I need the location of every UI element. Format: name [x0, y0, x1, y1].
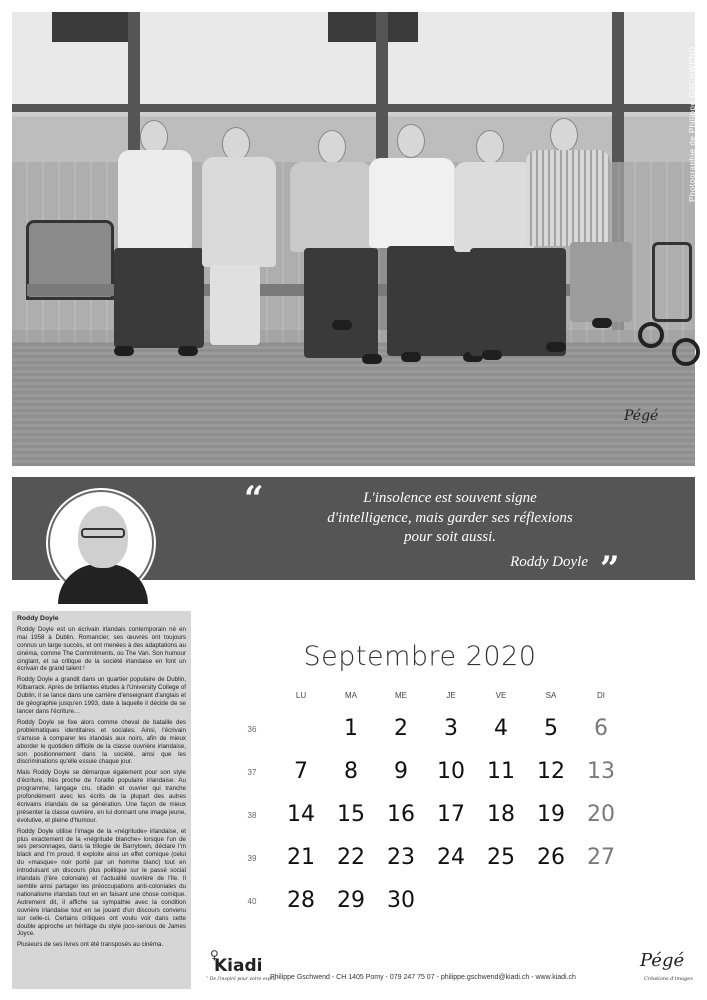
weekday-header: ME	[395, 691, 407, 700]
bio-paragraph: Mais Roddy Doyle se démarque également pour son style d'écriture, très proche de l'oralité populaire irlandaise. Au programme, langage cru, citadin et ouvrier qui tranche profondément avec les écrits de la plupart des autres écrivains irlandais de sa génération. Une façon de mieux présenter la classe ouvrière, en lui donnant une image jeune, évolutive, et pleine d'humour.	[17, 769, 186, 824]
calendar-day: 24	[437, 845, 465, 870]
calendar-day: 5	[544, 716, 558, 741]
close-quote-icon: ”	[600, 549, 620, 589]
pege-logo-signature: Pégé	[640, 950, 685, 971]
kiadi-logo-text: Kiadi	[214, 956, 263, 976]
weekday-header: VE	[495, 691, 507, 700]
calendar-day: 17	[437, 802, 465, 827]
calendar-day: 18	[487, 802, 515, 827]
window-frame	[12, 104, 695, 112]
calendar-day: 11	[487, 759, 515, 784]
calendar-day: 14	[287, 802, 315, 827]
calendar-day: 12	[537, 759, 565, 784]
calendar-day: 13	[587, 759, 615, 784]
calendar-day: 29	[337, 888, 365, 913]
calendar-day: 6	[594, 716, 608, 741]
calendar-day: 21	[287, 845, 315, 870]
week-number: 38	[247, 811, 257, 820]
weekday-header: MA	[345, 691, 357, 700]
calendar-day: 10	[437, 759, 465, 784]
bio-paragraph: Roddy Doyle se fixe alors comme cheval de bataille des problématiques identitaires et sociales. Ainsi, l'écrivain s'amuse à comparer les irlandais aux noirs, afin de mieux aborder le quotidien difficile de la classe ouvrière irlandaise, son positionnement dans la société, ainsi que les discriminations qu'elle essuie chaque jour.	[17, 718, 186, 766]
bio-paragraph: Roddy Doyle utilise l'image de la «négritude» irlandaise, et plus exactement de la «négritude blanche» lorsque l'un de ses personnages, dans la trilogie de Barrytown, déclare I'm black and I'm proud. Il exploite ainsi un effet comique (celui du «masque» noir porté par un homme blanc) tout en introduisant un discours plus politique sur le passé social irlandais (l'ère coloniale) et l'actualité ouvrière de l'Ile. Il semble ainsi partager les préoccupations anti-coloniales du nationalisme irlandais tout en en faisant une chose comique. Autrement dit, il affiche sa sympathie avec la condition ouvrière irlandaise tout en se jouant d'un discours convenu sur celle-ci. Certains critiques ont voulu voir dans cette double approche un héritage du style joco-serious de James Joyce.	[17, 827, 186, 938]
calendar-day: 25	[487, 845, 515, 870]
calendar-day: 15	[337, 802, 365, 827]
week-number: 36	[247, 725, 257, 734]
calendar-day: 20	[587, 802, 615, 827]
bio-paragraph: Plusieurs de ses livres ont été transposés au cinéma.	[17, 941, 164, 949]
galway-races-sign-right	[328, 12, 418, 42]
calendar-day: 22	[337, 845, 365, 870]
calendar-day: 16	[387, 802, 415, 827]
calendar-day: 28	[287, 888, 315, 913]
quote-line: L'insolence est souvent signe	[363, 490, 537, 506]
weekday-header: LU	[295, 691, 307, 700]
kiadi-figure-icon: ♀	[210, 948, 219, 962]
calendar-month-title: Septembre 2020	[303, 641, 537, 672]
quote-author: Roddy Doyle	[510, 554, 588, 570]
photo-credit: Photographie de Philippe GSCHWEND	[688, 46, 697, 202]
calendar-day: 30	[387, 888, 415, 913]
quote-line: pour soit aussi.	[403, 529, 497, 545]
bio-paragraph: Roddy Doyle a grandit dans un quartier populaire de Dublin, Kilbarrack. Après de brillantes études à l'University College of Dublin, il se lance dans une carrière d'enseignant d'anglais et de géographie jusqu'en 1993, date à laquelle il décide de se lancer dans l'écriture…	[17, 676, 186, 715]
quote-text	[300, 489, 600, 548]
calendar-day: 7	[294, 759, 308, 784]
pavement	[12, 342, 695, 466]
bio-paragraph: Roddy Doyle est un écrivain irlandais contemporain né en mai 1958 à Dublin. Romancier, ses œuvres ont toujours connus un large succès, et ont menées à des adaptations au cinéma, comme The Commitments, ou The Van. Son humour cinglant, et sa critique de la société irlandaise en font un écrivain de grand talent !	[17, 625, 186, 673]
weekday-header: SA	[545, 691, 557, 700]
footer-contact: Philippe Gschwend - CH 1405 Pomy - 079 247 75 07 - philippe.gschwend@kiadi.ch - www.kiadi.ch	[270, 974, 576, 981]
calendar-day: 26	[537, 845, 565, 870]
weekday-header: DI	[597, 691, 605, 700]
galway-races-sign-left	[52, 12, 138, 42]
calendar-day: 1	[344, 716, 358, 741]
calendar-day: 3	[444, 716, 458, 741]
kiadi-logo	[206, 948, 280, 988]
quote-line: d'intelligence, mais garder ses réflexions	[327, 509, 573, 526]
kiadi-tagline: “ De l'inspiré pour votre esprit ”	[206, 977, 280, 982]
pege-logo	[638, 948, 698, 988]
open-quote-icon: “	[244, 479, 264, 519]
calendar-day: 23	[387, 845, 415, 870]
pege-logo-subtitle: Créations d'images	[644, 976, 693, 982]
stroller	[642, 242, 702, 382]
calendar-photo	[12, 12, 695, 466]
bio-title: Roddy Doyle	[17, 615, 59, 622]
calendar-day: 9	[394, 759, 408, 784]
weekday-header: JE	[446, 691, 456, 700]
week-number: 39	[247, 854, 257, 863]
author-portrait	[48, 490, 154, 596]
author-bio	[12, 611, 191, 989]
week-number: 37	[247, 768, 257, 777]
calendar-day: 4	[494, 716, 508, 741]
photo-signature: Pégé	[624, 408, 659, 424]
calendar-day: 27	[587, 845, 615, 870]
week-number: 40	[247, 897, 257, 906]
calendar-day: 8	[344, 759, 358, 784]
calendar-day: 19	[537, 802, 565, 827]
calendar-day: 2	[394, 716, 408, 741]
